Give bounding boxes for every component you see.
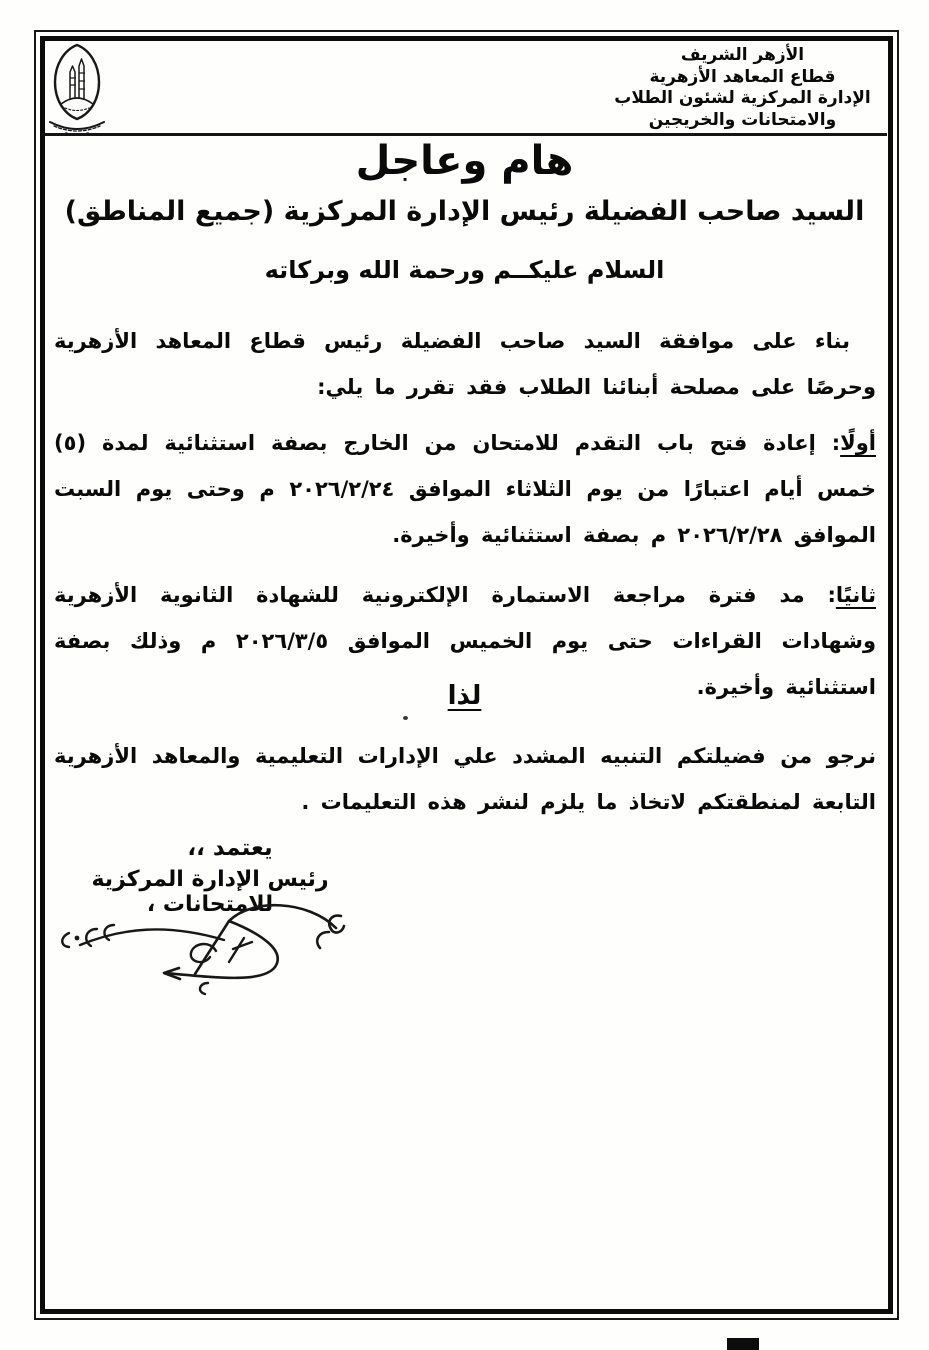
intro-paragraph [54, 318, 876, 410]
item-first-label: أولًا [840, 431, 876, 455]
approval-word: يعتمد ،، [187, 835, 273, 861]
letterhead-line-3: الإدارة المركزية لشئون الطلاب [614, 88, 871, 108]
intro-decision-text: فقد تقرر ما يلي: [317, 375, 508, 399]
intro-text: بناء على موافقة السيد صاحب الفضيلة رئيس قطاع المعاهد الأزهرية وحرصًا على مصلحة أبنائنا الطلاب [54, 329, 876, 399]
document-title: هام وعاجل [355, 138, 574, 184]
handwritten-signature [46, 888, 361, 1000]
signer-title: رئيس الإدارة المركزية للامتحانات ، [91, 867, 329, 917]
closing-paragraph: نرجو من فضيلتكم التنبيه المشدد علي الإدارات التعليمية والمعاهد الأزهرية التابعة لمنطقتكم لاتخاذ ما يلزم لنشر هذه التعليمات . [54, 744, 876, 814]
therefore-word: لذا [447, 681, 482, 711]
scan-speck-artifact [403, 716, 408, 720]
letterhead-line-1: الأزهر الشريف [680, 45, 805, 65]
letterhead-line-2: قطاع المعاهد الأزهرية [649, 66, 836, 87]
bottom-page-marker [727, 1338, 759, 1350]
item-second-text: : مد فترة مراجعة الاستمارة الإلكترونية للشهادة الثانوية الأزهرية وشهادات القراءات حتى يوم الخميس الموافق ٢٠٢٦/٣/٥ م وذلك بصفة استثنائية وأخيرة. [54, 583, 876, 699]
header-divider-line [42, 133, 887, 136]
signature-icon [46, 888, 361, 996]
therefore-heading [0, 681, 929, 711]
al-azhar-emblem-logo [46, 40, 108, 140]
letterhead [600, 45, 885, 131]
letterhead-line-4: والامتحانات والخريجين [648, 109, 837, 130]
mosque-emblem-icon [46, 40, 108, 136]
greeting-line: السلام عليكــم ورحمة الله وبركاته [264, 256, 665, 284]
item-first-paragraph [54, 420, 876, 558]
item-second-label: ثانيًا [835, 583, 876, 607]
addressee-line: السيد صاحب الفضيلة رئيس الإدارة المركزية (جميع المناطق) [64, 196, 865, 227]
item-first-text: : إعادة فتح باب التقدم للامتحان من الخارج بصفة استثنائية لمدة (٥) خمس أيام اعتبارًا من يوم الثلاثاء الموافق ٢٠٢٦/٢/٢٤ م وحتى يوم السبت الموافق ٢٠٢٦/٢/٢٨ م بصفة استثنائية وأخيرة. [54, 431, 877, 547]
